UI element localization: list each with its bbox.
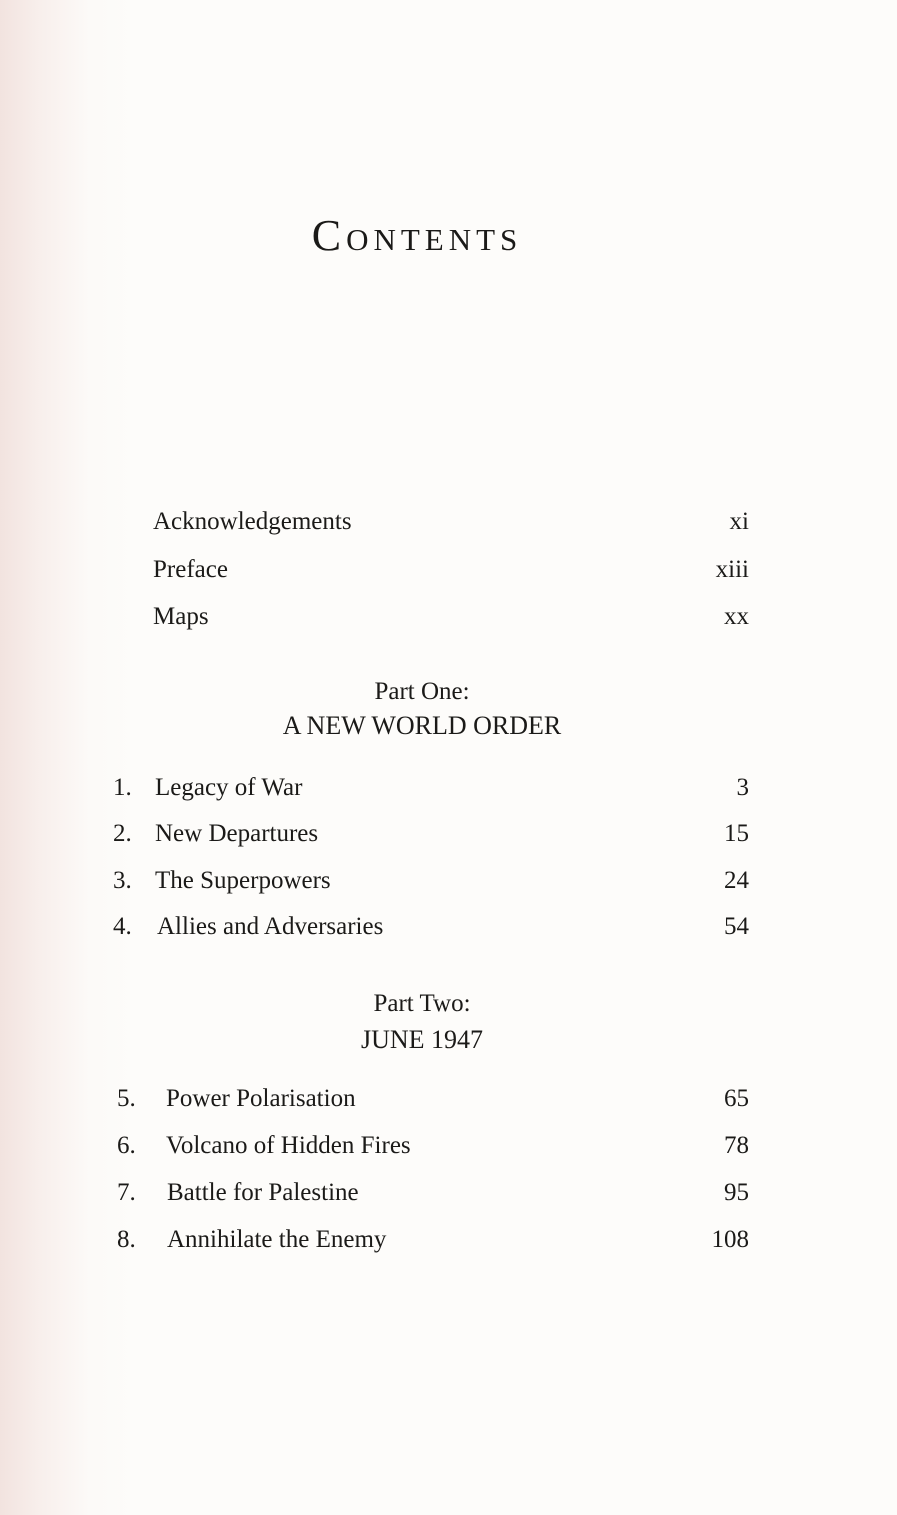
chapter-label: Allies and Adversaries: [157, 913, 384, 940]
chapter-number: 1.: [113, 774, 132, 801]
part-title: JUNE 1947: [360, 1025, 484, 1054]
toc-entry-page: xiii: [715, 556, 749, 583]
toc-entry-page: xx: [724, 603, 749, 630]
chapter-label: Volcano of Hidden Fires: [166, 1132, 411, 1159]
chapter-number: 6.: [117, 1132, 136, 1159]
chapter-page: 78: [724, 1132, 749, 1159]
chapter-page: 54: [724, 913, 749, 940]
part-heading: Part Two:: [373, 990, 471, 1017]
toc-entry[interactable]: [0, 556, 897, 596]
page-title: Contents: [311, 211, 523, 260]
chapter-number: 2.: [113, 820, 132, 847]
chapter-page: 108: [711, 1226, 749, 1253]
toc-entry-label: Maps: [153, 603, 209, 630]
toc-chapter[interactable]: [0, 774, 897, 814]
part-title: A NEW WORLD ORDER: [282, 711, 562, 740]
chapter-number: 4.: [113, 913, 132, 940]
chapter-label: New Departures: [155, 820, 319, 847]
toc-entry-label: Preface: [153, 556, 228, 583]
chapter-number: 5.: [117, 1085, 136, 1112]
chapter-label: Power Polarisation: [166, 1085, 356, 1112]
chapter-page: 95: [724, 1179, 749, 1206]
toc-entry-page: xi: [729, 508, 749, 535]
toc-chapter[interactable]: [0, 913, 897, 953]
chapter-number: 3.: [113, 867, 132, 894]
toc-entry-label: Acknowledgements: [153, 508, 352, 535]
toc-chapter[interactable]: [0, 1132, 897, 1172]
toc-chapter[interactable]: [0, 1226, 897, 1266]
chapter-label: Battle for Palestine: [167, 1179, 359, 1206]
chapter-label: Legacy of War: [155, 774, 303, 801]
chapter-number: 7.: [117, 1179, 136, 1206]
toc-entry[interactable]: [0, 508, 897, 548]
chapter-label: Annihilate the Enemy: [167, 1226, 387, 1253]
part-heading: Part One:: [374, 678, 470, 705]
toc-entry[interactable]: [0, 603, 897, 643]
toc-chapter[interactable]: [0, 820, 897, 860]
toc-chapter[interactable]: [0, 1085, 897, 1125]
chapter-label: The Superpowers: [155, 867, 331, 894]
chapter-page: 24: [724, 867, 749, 894]
chapter-number: 8.: [117, 1226, 136, 1253]
toc-chapter[interactable]: [0, 1179, 897, 1219]
chapter-page: 15: [724, 820, 749, 847]
toc-chapter[interactable]: [0, 867, 897, 907]
chapter-page: 3: [736, 774, 749, 801]
chapter-page: 65: [724, 1085, 749, 1112]
